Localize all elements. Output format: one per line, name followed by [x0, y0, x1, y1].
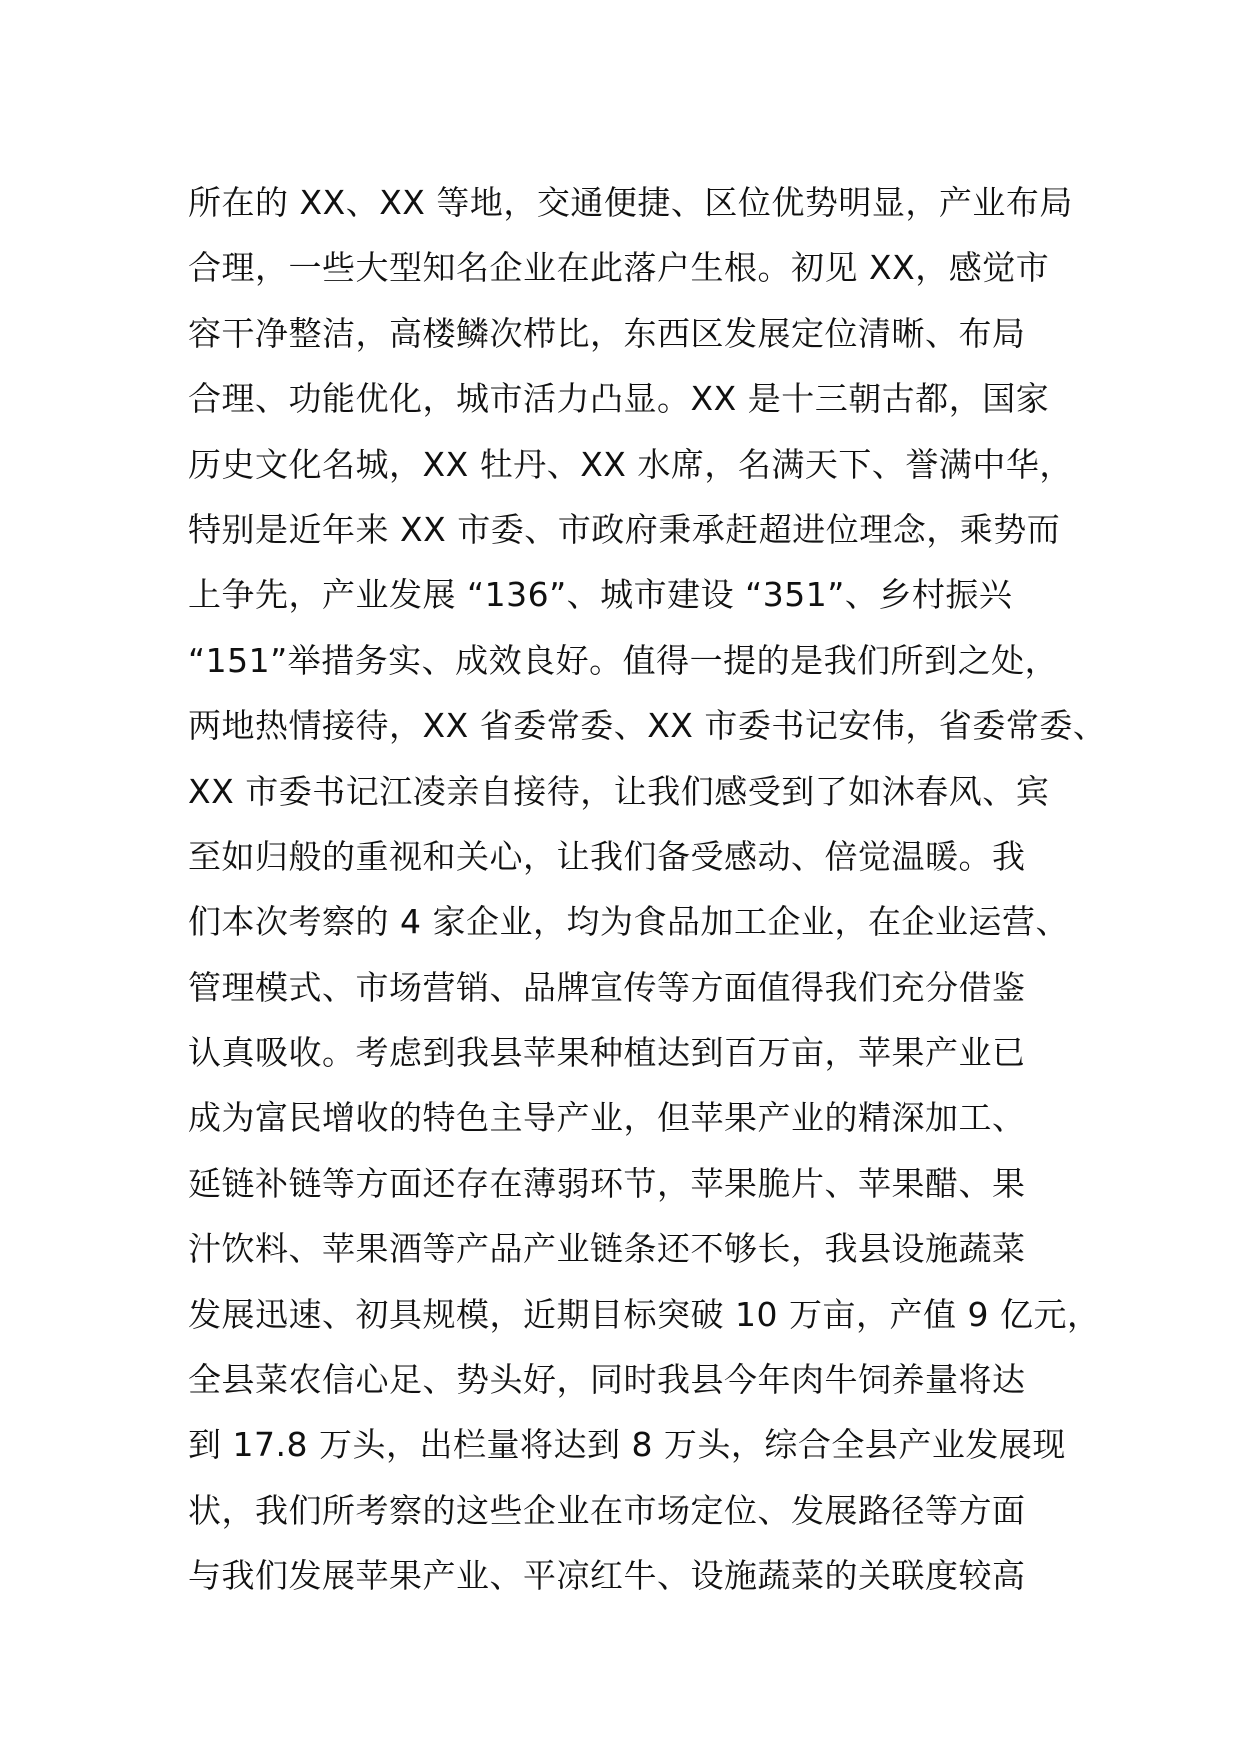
text-line: 历史文化名城，XX 牡丹、XX 水席，名满天下、誉满中华， — [188, 444, 1073, 484]
text-line: XX 市委书记江凌亲自接待，让我们感受到了如沐春风、宾 — [188, 771, 1050, 811]
text-line: 至如归般的重视和关心，让我们备受感动、倍觉温暖。我 — [188, 836, 1026, 876]
text-line: 发展迅速、初具规模，近期目标突破 10 万亩，产值 9 亿元， — [188, 1294, 1101, 1334]
body-text — [188, 170, 1107, 1609]
text-line: 所在的 XX、XX 等地，交通便捷、区位优势明显，产业布局 — [188, 183, 1073, 222]
text-line: 特别是近年来 XX 市委、市政府秉承赶超进位理念，乘势而 — [188, 509, 1061, 549]
text-line: 合理，一些大型知名企业在此落户生根。初见 XX，感觉市 — [188, 248, 1050, 288]
text-line: 上争先，产业发展 “136”、城市建设 “351”、乡村振兴 — [188, 575, 1013, 615]
text-line: 们本次考察的 4 家企业，均为食品加工企业，在企业运营、 — [188, 902, 1069, 942]
text-line: 全县菜农信心足、势头好，同时我县今年肉牛饲养量将达 — [188, 1360, 1026, 1400]
text-line: 汁饮料、苹果酒等产品产业链条还不够长，我县设施蔬菜 — [188, 1229, 1026, 1269]
text-line: 两地热情接待，XX 省委常委、XX 市委书记安伟，省委常委、 — [188, 706, 1107, 746]
text-line: 认真吸收。考虑到我县苹果种植达到百万亩，苹果产业已 — [188, 1033, 1026, 1073]
text-line: “151”举措务实、成效良好。值得一提的是我们所到之处， — [188, 640, 1059, 680]
text-line: 管理模式、市场营销、品牌宣传等方面值得我们充分借鉴 — [188, 967, 1026, 1007]
text-line: 与我们发展苹果产业、平凉红牛、设施蔬菜的关联度较高 — [188, 1556, 1026, 1596]
text-line: 状，我们所考察的这些企业在市场定位、发展路径等方面 — [188, 1490, 1026, 1530]
text-line: 合理、功能优化，城市活力凸显。XX 是十三朝古都，国家 — [188, 379, 1050, 419]
text-line: 延链补链等方面还存在薄弱环节，苹果脆片、苹果醋、果 — [188, 1163, 1026, 1203]
text-line: 到 17.8 万头，出栏量将达到 8 万头，综合全县产业发展现 — [188, 1425, 1066, 1465]
text-line: 容干净整洁，高楼鳞次栉比，东西区发展定位清晰、布局 — [188, 313, 1026, 353]
text-line: 成为富民增收的特色主导产业，但苹果产业的精深加工、 — [188, 1098, 1026, 1138]
